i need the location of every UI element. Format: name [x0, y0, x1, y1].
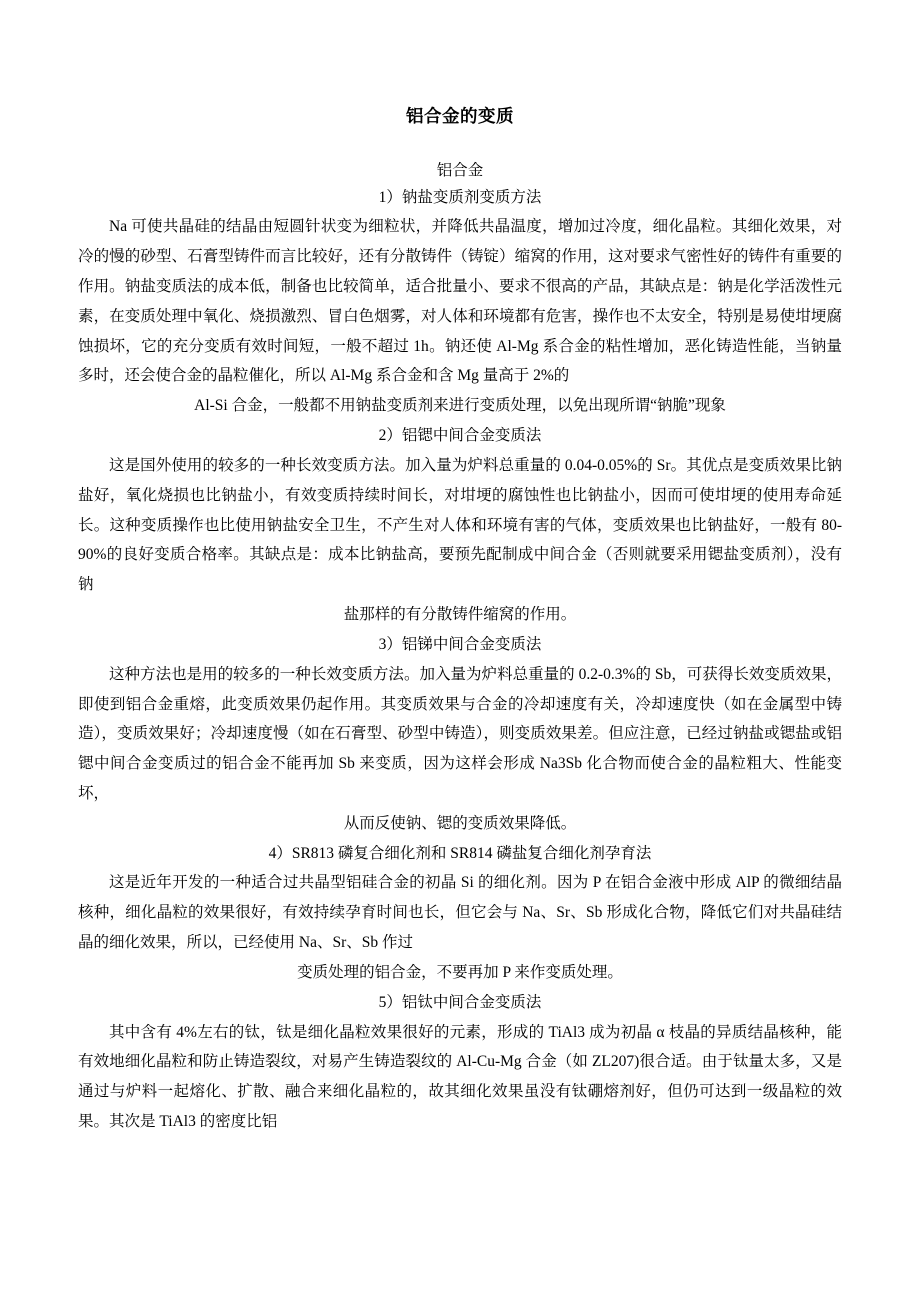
page-title: 铝合金的变质 [406, 106, 514, 126]
paragraph-5 [78, 1018, 842, 1138]
paragraph-4-text: 这是近年开发的一种适合过共晶型铝硅合金的初晶 Si 的细化剂。因为 P 在铝合金液中形成 AlP 的微细结晶核种，细化晶粒的效果很好，有效持续孕育时间也长，但它会与 Na、Sr、Sb 形成化合物，降低它们对共晶硅结晶的细化效果，所以，已经使用 Na、Sr、Sb 作过 [78, 874, 842, 952]
paragraph-4-tail: 变质处理的铝合金，不要再加 P 来作变质处理。 [297, 964, 623, 982]
paragraph-5-text: 其中含有 4%左右的钛，钛是细化晶粒效果很好的元素，形成的 TiAl3 成为初晶 α 枝晶的异质结晶核种，能有效地细化晶粒和防止铸造裂纹，对易产生铸造裂纹的 Al-Cu-Mg 合金（如 ZL207)很合适。由于钛量太多，又是通过与炉料一起熔化、扩散、融合来细化晶粒的，故其细化效果虽没有钛硼熔剂好，但仍可达到一级晶粒的效果。其次是 TiAl3 的密度比铝 [78, 1023, 842, 1131]
subsection-heading-2: 2）铝锶中间合金变质法 [378, 427, 542, 445]
paragraph-3-text: 这种方法也是用的较多的一种长效变质方法。加入量为炉料总重量的 0.2-0.3%的 Sb，可获得长效变质效果，即使到铝合金重熔，此变质效果仍起作用。其变质效果与合金的冷却速度有关，冷却速度快（如在金属型中铸造），变质效果好；冷却速度慢（如在石膏型、砂型中铸造），则变质效果差。但应注意，已经过钠盐或锶盐或铝锶中间合金变质过的铝合金不能再加 Sb 来变质，因为这样会形成 Na3Sb 化合物而使合金的晶粒粗大、性能变坏， [78, 665, 842, 803]
paragraph-4 [78, 868, 842, 988]
subsection-heading-4: 4）SR813 磷复合细化剂和 SR814 磷盐复合细化剂孕育法 [268, 845, 652, 863]
paragraph-3 [78, 660, 842, 839]
paragraph-2-text: 这是国外使用的较多的一种长效变质方法。加入量为炉料总重量的 0.04-0.05%的 Sr。其优点是变质效果比钠盐好，氧化烧损也比钠盐小，有效变质持续时间长，对坩埂的腐蚀性也比钠盐小，因而可使坩埂的使用寿命延长。这种变质操作也比使用钠盐安全卫生，不产生对人体和环境有害的气体，变质效果也比钠盐好，一般有 80-90%的良好变质合格率。其缺点是：成本比钠盐高，要预先配制成中间合金（否则就要采用锶盐变质剂），没有钠 [78, 456, 842, 594]
paragraph-1-tail: Al-Si 合金，一般都不用钠盐变质剂来进行变质处理，以免出现所谓“钠脆”现象 [194, 397, 726, 415]
subsection-heading-1: 1）钠盐变质剂变质方法 [378, 188, 542, 206]
section-heading: 铝合金 [436, 161, 484, 179]
paragraph-2 [78, 451, 842, 630]
paragraph-3-tail: 从而反使钠、锶的变质效果降低。 [343, 815, 577, 833]
paragraph-2-tail: 盐那样的有分散铸件缩窝的作用。 [343, 606, 577, 624]
subsection-heading-3: 3）铝锑中间合金变质法 [378, 636, 542, 654]
paragraph-1-text: Na 可使共晶硅的结晶由短圆针状变为细粒状，并降低共晶温度，增加过冷度，细化晶粒。其细化效果，对冷的慢的砂型、石膏型铸件而言比较好，还有分散铸件（铸锭）缩窝的作用，这对要求气密性好的铸件有重要的作用。钠盐变质法的成本低，制备也比较简单，适合批量小、要求不很高的产品，其缺点是：钠是化学活泼性元素，在变质处理中氧化、烧损激烈、冒白色烟雾，对人体和环境都有危害，操作也不太安全，特别是易使坩埂腐蚀损坏，它的充分变质有效时间短，一般不超过 1h。钠还使 Al-Mg 系合金的粘性增加，恶化铸造性能，当钠量多时，还会使合金的晶粒催化，所以 Al-Mg 系合金和含 Mg 量高于 2%的 [78, 217, 842, 385]
paragraph-1 [78, 212, 842, 421]
subsection-heading-5: 5）铝钛中间合金变质法 [378, 994, 542, 1012]
